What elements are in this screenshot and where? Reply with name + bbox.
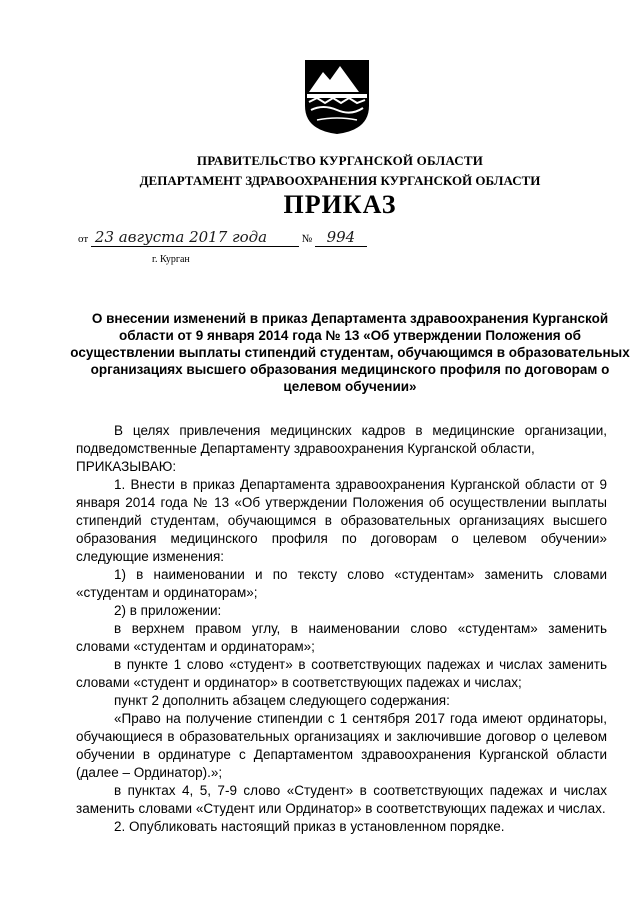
date-number-line xyxy=(78,228,367,247)
paragraph: В целях привлечения медицинских кадров в медицинские организации, подведомственные Департаменту здравоохранения Курганской области, xyxy=(76,423,607,456)
date-prefix: от xyxy=(78,233,89,245)
paragraph: 2. Опубликовать настоящий приказ в установленном порядке. xyxy=(114,819,505,834)
department-heading: ДЕПАРТАМЕНТ ЗДРАВООХРАНЕНИЯ КУРГАНСКОЙ ОБЛАСТИ xyxy=(139,173,541,188)
city-label: г. Курган xyxy=(152,254,190,265)
paragraph: 1) в наименовании и по тексту слово «студентам» заменить словами «студентам и ординаторам»; xyxy=(76,567,607,600)
paragraph: 2) в приложении: xyxy=(114,603,222,618)
order-body xyxy=(76,422,607,836)
coat-of-arms-emblem xyxy=(303,58,371,136)
paragraph: пункт 2 дополнить абзацем следующего содержания: xyxy=(114,693,450,708)
document-type-heading: ПРИКАЗ xyxy=(283,190,397,219)
paragraph: в верхнем правом углу, в наименовании слово «студентам» заменить словами «студентам и ординаторам»; xyxy=(76,621,607,654)
date-handwritten: 23 августа 2017 года xyxy=(91,228,299,247)
paragraph: «Право на получение стипендии с 1 сентября 2017 года имеют ординаторы, обучающиеся в образовательных организациях и заключившие договор о целевом обучении в ординатуре с Департаментом здравоохранения Курганской области (далее – Ординатор).»; xyxy=(76,711,607,780)
paragraph: 1. Внести в приказ Департамента здравоохранения Курганской области от 9 января 2014 года № 13 «Об утверждении Положения об осуществлении выплаты стипендий студентам, обучающимся в образовательных организациях высшего образования медицинского профиля по договорам о целевом обучении» следующие изменения: xyxy=(76,477,607,564)
paragraph: в пункте 1 слово «студент» в соответствующих падежах и числах заменить словами «студент и ординатор» в соответствующих падежах и числах; xyxy=(76,657,607,690)
order-number-handwritten: 994 xyxy=(315,228,367,247)
government-heading: ПРАВИТЕЛЬСТВО КУРГАНСКОЙ ОБЛАСТИ xyxy=(196,153,484,168)
paragraph: ПРИКАЗЫВАЮ: xyxy=(76,459,177,474)
number-prefix: № xyxy=(301,233,313,245)
paragraph: в пунктах 4, 5, 7-9 слово «Студент» в соответствующих падежах и числах заменить словами «Студент или Ординатор» в соответствующих падежах и числах. xyxy=(76,783,607,816)
order-title: О внесении изменений в приказ Департамента здравоохранения Курганской области от 9 января 2014 года № 13 «Об утверждении Положения об осуществлении выплаты стипендий студентам, обучающимся в образовательных организациях высшего образования медицинского профиля по договорам о целевом обучении» xyxy=(70,311,630,394)
